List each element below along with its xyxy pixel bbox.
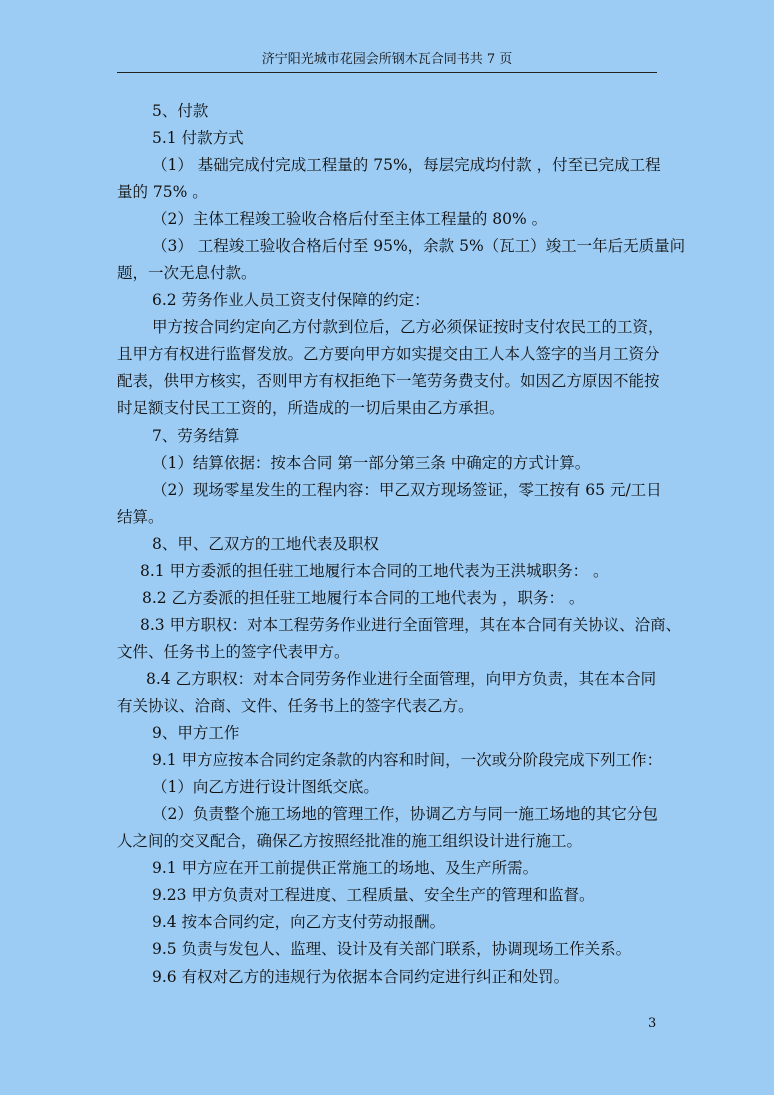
clause-9-1-item-2: （2）负责整个施工场地的管理工作，协调乙方与同一施工场地的其它分包: [152, 805, 658, 823]
section-heading-party-a-work: 9、甲方工作: [152, 724, 240, 742]
clause-8-4: 8.4 乙方职权：对本合同劳务作业进行全面管理，向甲方负责，其在本合同: [146, 670, 657, 688]
clause-5-1-item-3: （3） 工程竣工验收合格后付至 95%，余款 5%（瓦工）竣工一年后无质量问: [152, 237, 686, 255]
header-title: 济宁阳光城市花园会所钢木瓦合同书共 7 页: [261, 52, 513, 67]
clause-6-2: 6.2 劳务作业人员工资支付保障的约定：: [152, 291, 430, 309]
clause-7-item-2: （2）现场零星发生的工程内容：甲乙双方现场签证，零工按有 65 元/工日: [152, 481, 662, 499]
clause-9-1-item-1: （1）向乙方进行设计图纸交底。: [152, 778, 379, 796]
clause-5-1-item-1: （1） 基础完成付完成工程量的 75%，每层完成均付款 ，付至已完成工程: [152, 156, 661, 174]
clause-5-1-item-2: （2）主体工程竣工验收合格后付至主体工程量的 80% 。: [152, 210, 548, 228]
page-number: 3: [648, 1016, 657, 1031]
clause-9-5: 9.5 负责与发包人、监理、设计及有关部门联系，协调现场工作关系。: [152, 940, 632, 958]
clause-9-1-item-2-cont: 人之间的交叉配合，确保乙方按照经批准的施工组织设计进行施工。: [117, 832, 583, 850]
section-heading-settlement: 7、劳务结算: [152, 427, 240, 445]
clause-5-1-item-3-cont: 题，一次无息付款。: [117, 264, 257, 282]
clause-6-2-text-1: 甲方按合同约定向乙方付款到位后，乙方必须保证按时支付农民工的工资，: [152, 318, 664, 336]
clause-9-1: 9.1 甲方应按本合同约定条款的内容和时间，一次或分阶段完成下列工作：: [152, 751, 663, 769]
clause-6-2-text-2: 且甲方有权进行监督发放。乙方要向甲方如实提交由工人本人签字的当月工资分: [117, 345, 660, 363]
clause-9-6: 9.6 有权对乙方的违规行为依据本合同约定进行纠正和处罚。: [152, 968, 570, 986]
clause-7-item-2-cont: 结算。: [117, 508, 164, 526]
clause-9-4: 9.4 按本合同约定，向乙方支付劳动报酬。: [152, 913, 446, 931]
section-heading-payment: 5、付款: [152, 102, 209, 120]
clause-8-3-cont: 文件、任务书上的签字代表甲方。: [117, 643, 350, 661]
clause-6-2-text-3: 配表，供甲方核实，否则甲方有权拒绝下一笔劳务费支付。如因乙方原因不能按: [117, 372, 660, 390]
clause-6-2-text-4: 时足额支付民工工资的，所造成的一切后果由乙方承担。: [117, 399, 505, 417]
clause-8-4-cont: 有关协议、洽商、文件、任务书上的签字代表乙方。: [117, 697, 474, 715]
document-header: [117, 50, 657, 73]
clause-9-23: 9.23 甲方负责对工程进度、工程质量、安全生产的管理和监督。: [152, 886, 595, 904]
clause-5-1: 5.1 付款方式: [152, 129, 244, 147]
clause-9-1-site: 9.1 甲方应在开工前提供正常施工的场地、及生产所需。: [152, 859, 539, 877]
section-heading-representatives: 8、甲、乙双方的工地代表及职权: [152, 535, 379, 553]
clause-8-1: 8.1 甲方委派的担任驻工地履行本合同的工地代表为王洪城职务： 。: [140, 562, 609, 580]
clause-5-1-item-1-cont: 量的 75% 。: [117, 183, 208, 201]
clause-8-3: 8.3 甲方职权：对本工程劳务作业进行全面管理，其在本合同有关协议、洽商、: [140, 616, 682, 634]
clause-8-2: 8.2 乙方委派的担任驻工地履行本合同的工地代表为 ，职务： 。: [142, 589, 585, 607]
clause-7-item-1: （1）结算依据：按本合同 第一部分第三条 中确定的方式计算。: [152, 454, 591, 472]
